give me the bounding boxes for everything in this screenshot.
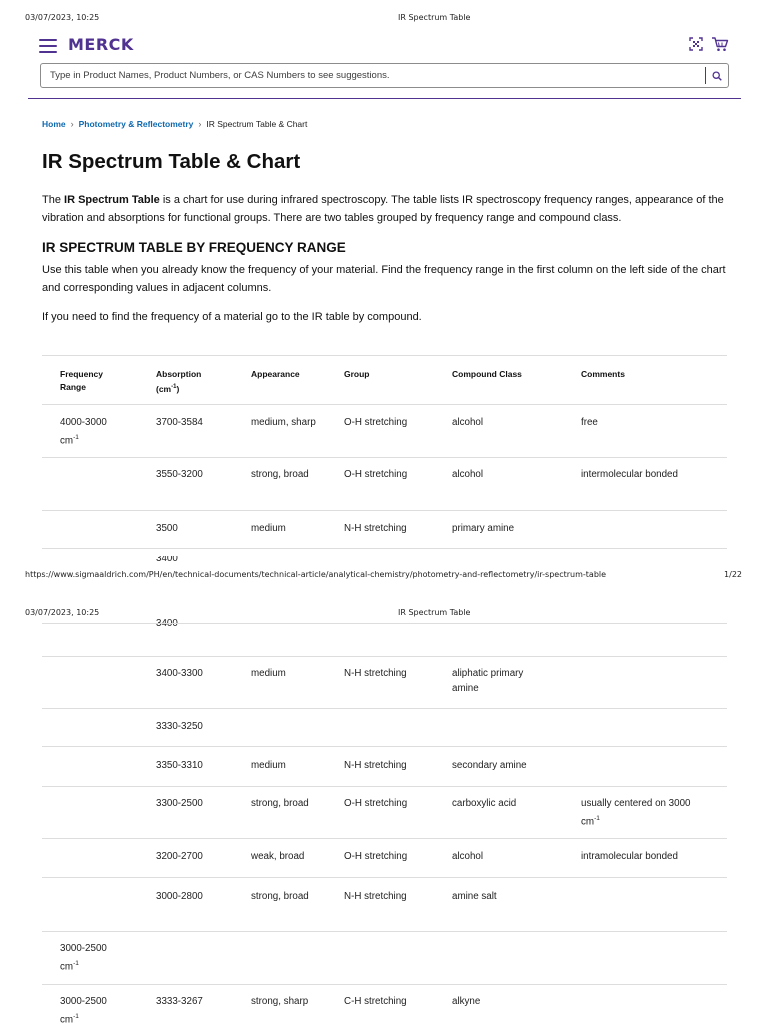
cell-absorption: 3300-2500 [156, 798, 203, 809]
compound-hint-paragraph: If you need to find the frequency of a material go to the IR table by compound. [42, 311, 422, 323]
cell-group: N-H stretching [344, 760, 407, 771]
search-input[interactable] [50, 64, 700, 87]
search-button[interactable] [705, 67, 727, 84]
cell-absorption-cut-top: 3400 [156, 556, 178, 562]
table-row [42, 709, 727, 747]
print-page-number: 1/22 [724, 570, 742, 579]
cell-absorption: 3200-2700 [156, 851, 203, 862]
cell-compound-class: carboxylic acid [452, 798, 517, 809]
header-actions [689, 37, 729, 52]
table-row [42, 405, 727, 458]
print-url: https://www.sigmaaldrich.com/PH/en/technical-documents/technical-article/analytical-chemistry/photometry-and-reflectometry/ir-spectrum-table [25, 570, 607, 579]
table-row [42, 747, 727, 787]
cell-compound-class: secondary amine [452, 760, 527, 771]
cell-compound-class: alcohol [452, 417, 484, 428]
cell-absorption: 3000-2800 [156, 891, 203, 902]
header-absorption: Absorption $(cm^{-1})$ [156, 369, 202, 394]
section-heading: IR SPECTRUM TABLE BY FREQUENCY RANGE [42, 240, 346, 255]
qr-scan-icon[interactable] [689, 37, 703, 52]
header-comments: Comments [581, 369, 625, 379]
cell-compound-class: aliphatic primary amine [452, 668, 524, 694]
chevron-right-icon: › [70, 119, 74, 129]
cell-compound-class: amine salt [452, 891, 497, 902]
cell-frequency-range: 3000-2500 $cm^{-1}$ [60, 943, 107, 972]
cell-absorption: 3500 [156, 523, 178, 534]
header-compound-class: Compound Class [452, 369, 522, 379]
cell-compound-class: alcohol [452, 469, 484, 480]
cell-appearance: medium [251, 668, 286, 679]
cell-comments: usually centered on 3000 $cm^{-1}$ [581, 798, 691, 827]
cell-frequency-range: 3000-2500 $cm^{-1}$ [60, 996, 107, 1024]
cell-appearance: strong, broad [251, 891, 309, 902]
cell-absorption: 3330-3250 [156, 721, 203, 732]
table-row [42, 624, 727, 657]
cell-appearance: strong, broad [251, 469, 309, 480]
table-header [42, 355, 727, 405]
cell-compound-class: alcohol [452, 851, 484, 862]
cell-absorption: 3333-3267 [156, 996, 203, 1007]
table-row [42, 458, 727, 511]
header-group: Group [344, 369, 370, 379]
cell-appearance: weak, broad [251, 851, 305, 862]
breadcrumb [42, 119, 307, 129]
cell-comments: free [581, 417, 598, 428]
search-bar [40, 63, 729, 88]
print-doc-title: IR Spectrum Table [398, 608, 471, 617]
menu-icon[interactable] [39, 39, 57, 53]
cell-appearance: strong, sharp [251, 996, 309, 1007]
intro-bold-term: IR Spectrum Table [64, 194, 160, 206]
cell-comments: intermolecular bonded [581, 469, 678, 480]
cell-absorption: 3400-3300 [156, 668, 203, 679]
header-appearance: Appearance [251, 369, 300, 379]
cell-absorption-continued: 3400 [156, 618, 178, 629]
table-row [42, 878, 727, 932]
table-row [42, 985, 727, 1024]
table-row [42, 511, 727, 549]
print-datetime: 03/07/2023, 10:25 [25, 608, 100, 617]
cell-group: O-H stretching [344, 798, 408, 809]
page-title: IR Spectrum Table & Chart [42, 150, 301, 173]
cell-group: N-H stretching [344, 668, 407, 679]
breadcrumb-home[interactable]: Home [42, 119, 66, 129]
cell-appearance: medium [251, 760, 286, 771]
merck-logo[interactable]: MERCK [68, 35, 134, 54]
cell-group: C-H stretching [344, 996, 407, 1007]
cell-appearance: medium [251, 523, 286, 534]
print-doc-title: IR Spectrum Table [398, 13, 471, 22]
site-header [28, 30, 741, 99]
cell-absorption: 3350-3310 [156, 760, 203, 771]
cell-compound-class: primary amine [452, 523, 515, 534]
cell-frequency-range: 4000-3000 $cm^{-1}$ [60, 417, 107, 446]
breadcrumb-photometry[interactable]: Photometry & Reflectometry [78, 119, 194, 129]
print-datetime: 03/07/2023, 10:25 [25, 13, 100, 22]
table-row-continued [42, 612, 727, 624]
cell-comments: intramolecular bonded [581, 851, 678, 862]
cell-appearance: medium, sharp [251, 417, 316, 428]
cell-group: O-H stretching [344, 417, 408, 428]
cell-group: N-H stretching [344, 891, 407, 902]
table-row [42, 657, 727, 709]
intro-paragraph: The IR Spectrum Table is a chart for use during infrared spectroscopy. The table lists IR spectroscopy frequency ranges, appearance of the vibration and absorptions for functional groups. There are two tables grouped by frequency range and compound class. [42, 194, 724, 224]
table-row [42, 932, 727, 985]
usage-paragraph: Use this table when you already know the frequency of your material. Find the frequency range in the first column on the left side of the chart and corresponding values in adjacent columns. [42, 264, 726, 294]
table-row [42, 787, 727, 839]
cell-appearance: strong, broad [251, 798, 309, 809]
cell-compound-class: alkyne [452, 996, 481, 1007]
cell-absorption: 3550-3200 [156, 469, 203, 480]
cell-group: O-H stretching [344, 851, 408, 862]
cell-group: O-H stretching [344, 469, 408, 480]
cart-icon[interactable] [711, 37, 729, 52]
table-row [42, 839, 727, 878]
header-frequency-range: Frequency Range [60, 369, 103, 392]
cell-absorption: 3700-3584 [156, 417, 203, 428]
chevron-right-icon: › [198, 119, 202, 129]
breadcrumb-current: IR Spectrum Table & Chart [206, 119, 308, 129]
cell-group: N-H stretching [344, 523, 407, 534]
search-icon [712, 71, 722, 81]
